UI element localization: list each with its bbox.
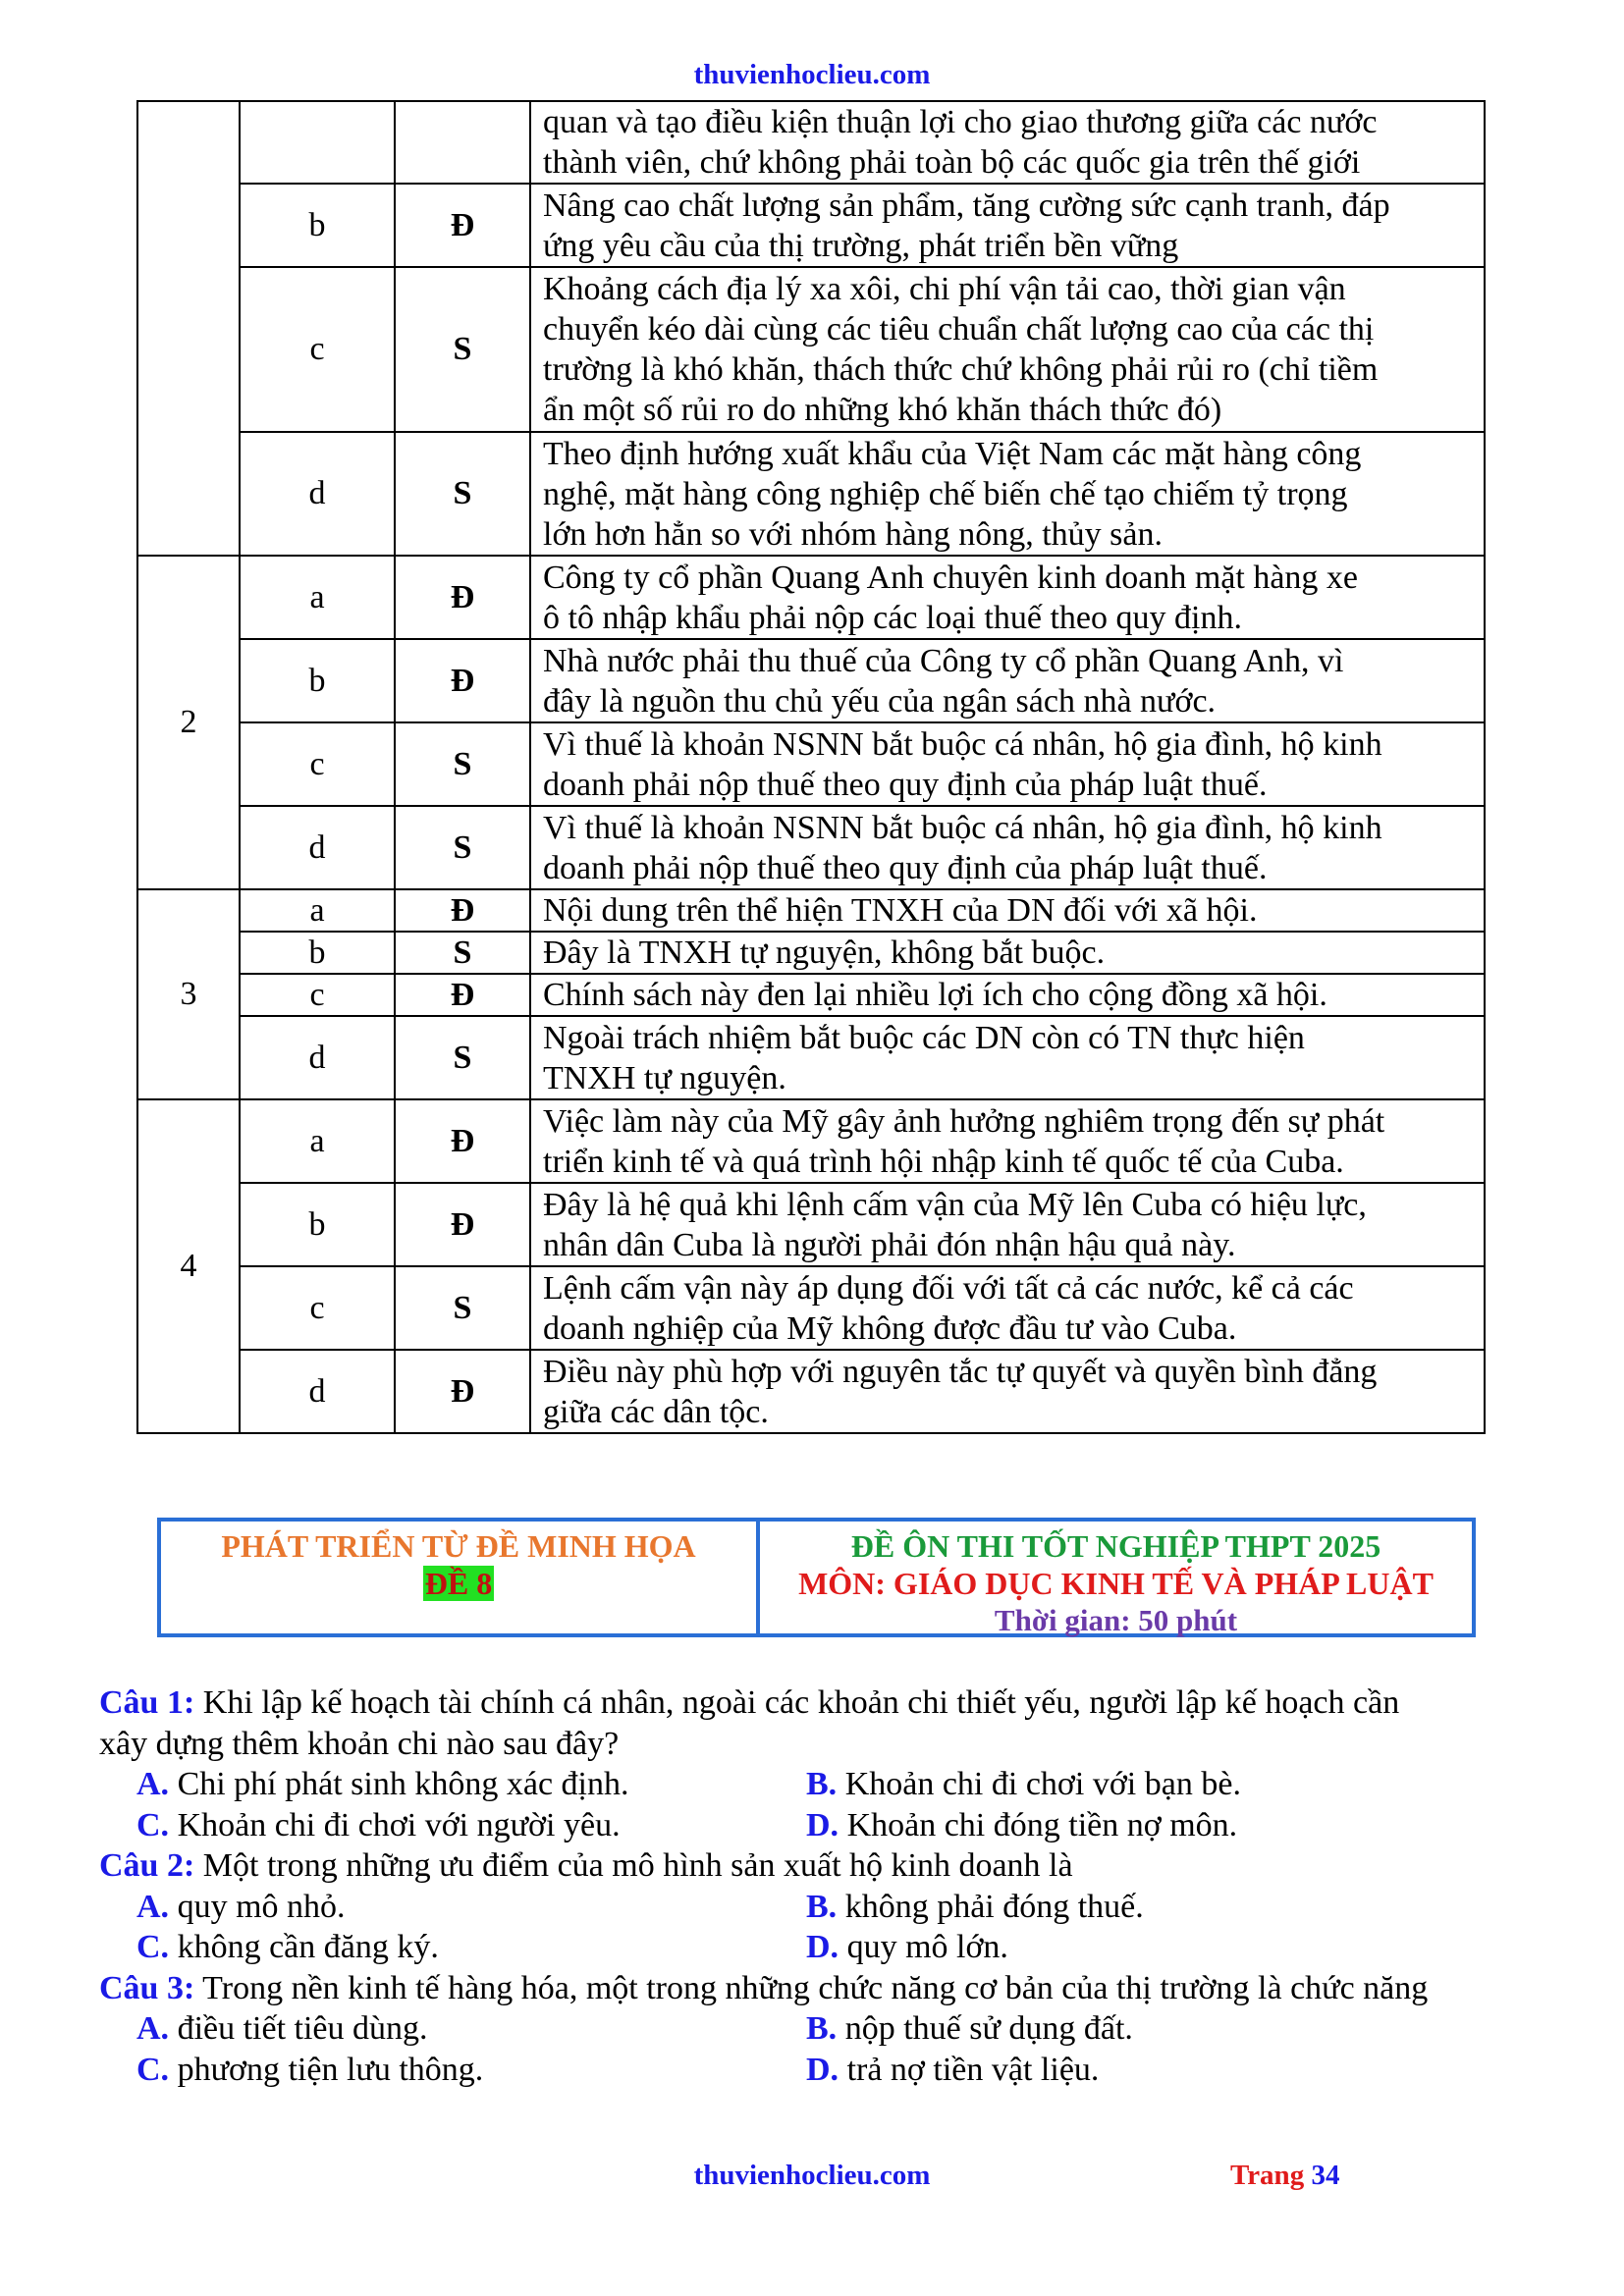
- option-letter: c: [240, 974, 395, 1016]
- exam-time: Thời gian: 50 phút: [994, 1603, 1238, 1637]
- answer-value: S: [395, 1016, 530, 1099]
- explanation: [530, 184, 1485, 267]
- option-text: Khoản chi đi chơi với người yêu.: [169, 1806, 621, 1843]
- explanation: [530, 556, 1485, 639]
- question-label: Câu 1:: [99, 1684, 195, 1721]
- explanation-line: Nâng cao chất lượng sản phẩm, tăng cường sức cạnh tranh, đáp: [543, 187, 1390, 224]
- answer-value: Đ: [395, 974, 530, 1016]
- option-text: Chi phí phát sinh không xác định.: [169, 1766, 629, 1802]
- table-row: [137, 974, 1485, 1016]
- option-row: [99, 1764, 1543, 1805]
- option: [136, 2008, 806, 2050]
- option-text: phương tiện lưu thông.: [169, 2051, 484, 2088]
- explanation-line: nghệ, mặt hàng công nghiệp chế biến chế tạo chiếm tỷ trọng: [543, 475, 1348, 512]
- question-label: Câu 2:: [99, 1847, 195, 1884]
- option-text: điều tiết tiêu dùng.: [169, 2010, 428, 2047]
- explanation-line: Đây là TNXH tự nguyện, không bắt buộc.: [543, 934, 1106, 971]
- option: [136, 2050, 806, 2091]
- answer-value: S: [395, 267, 530, 432]
- option-text: không phải đóng thuế.: [837, 1888, 1144, 1925]
- explanation-line: chuyển kéo dài cùng các tiêu chuẩn chất lượng cao của các thị: [543, 311, 1375, 347]
- explanation: [530, 432, 1485, 556]
- question-label: Câu 3:: [99, 1969, 195, 2006]
- explanation-line: trường là khó khăn, thách thức chứ không phải rủi ro (chỉ tiềm: [543, 351, 1379, 388]
- explanation: [530, 932, 1485, 974]
- answer-value: Đ: [395, 556, 530, 639]
- explanation: [530, 267, 1485, 432]
- option-letter: a: [240, 889, 395, 932]
- explanation-line: doanh phải nộp thuế theo quy định của pháp luật thuế.: [543, 766, 1268, 803]
- explanation: [530, 1350, 1485, 1433]
- header-site: thuvienhoclieu.com: [693, 59, 931, 90]
- answer-value: [395, 101, 530, 184]
- table-row: [137, 639, 1485, 722]
- table-row: [137, 556, 1485, 639]
- explanation-line: Việc làm này của Mỹ gây ảnh hưởng nghiêm trọng đến sự phát: [543, 1102, 1385, 1140]
- answer-value: S: [395, 806, 530, 889]
- option: [136, 1764, 806, 1805]
- option-letter: c: [240, 267, 395, 432]
- explanation-line: Điều này phù hợp với nguyên tắc tự quyết và quyền bình đẳng: [543, 1353, 1378, 1390]
- question-number: 2: [137, 556, 240, 889]
- table-row: [137, 806, 1485, 889]
- explanation-line: đây là nguồn thu chủ yếu của ngân sách nhà nước.: [543, 682, 1217, 720]
- question-line: Trong nền kinh tế hàng hóa, một trong những chức năng cơ bản của thị trường là chức năng: [194, 1969, 1429, 2006]
- option-letter: a: [240, 1099, 395, 1183]
- option-text: Khoản chi đóng tiền nợ môn.: [839, 1806, 1238, 1843]
- option-text: trả nợ tiền vật liệu.: [839, 2051, 1100, 2088]
- explanation-line: Chính sách này đen lại nhiều lợi ích cho cộng đồng xã hội.: [543, 977, 1327, 1013]
- option: [136, 1805, 806, 1846]
- explanation-line: thành viên, chứ không phải toàn bộ các quốc gia trên thế giới: [543, 144, 1361, 181]
- option: [806, 1764, 1476, 1805]
- answer-table: [136, 100, 1486, 1434]
- option: [806, 1887, 1476, 1928]
- option: [806, 2050, 1476, 2091]
- question-text: [99, 1845, 1543, 1887]
- option-label: C.: [136, 1806, 170, 1843]
- explanation: [530, 889, 1485, 932]
- explanation-line: doanh phải nộp thuế theo quy định của pháp luật thuế.: [543, 849, 1268, 886]
- option-text: không cần đăng ký.: [169, 1929, 439, 1965]
- explanation-line: Ngoài trách nhiệm bắt buộc các DN còn có TN thực hiện: [543, 1019, 1305, 1056]
- option-label: D.: [806, 1929, 839, 1965]
- explanation-line: Lệnh cấm vận này áp dụng đối với tất cả các nước, kể cả các: [543, 1269, 1354, 1307]
- option-label: B.: [806, 2010, 838, 2047]
- exam-number-line: [161, 1565, 756, 1602]
- answer-value: Đ: [395, 1099, 530, 1183]
- table-row: [137, 1183, 1485, 1266]
- option-text: quy mô lớn.: [839, 1929, 1008, 1965]
- table-row: [137, 889, 1485, 932]
- exam-header-right: [760, 1522, 1472, 1637]
- question-text: [99, 1968, 1543, 2009]
- option-label: C.: [136, 1929, 170, 1965]
- exam-header-left: [161, 1522, 760, 1633]
- page-value: 34: [1311, 2160, 1340, 2191]
- option-text: quy mô nhỏ.: [169, 1888, 346, 1925]
- explanation-line: Đây là hệ quả khi lệnh cấm vận của Mỹ lên Cuba có hiệu lực,: [543, 1186, 1367, 1223]
- explanation: [530, 1266, 1485, 1350]
- explanation-line: Vì thuế là khoản NSNN bắt buộc cá nhân, hộ gia đình, hộ kinh: [543, 725, 1382, 763]
- explanation-line: ô tô nhập khẩu phải nộp các loại thuế theo quy định.: [543, 599, 1242, 636]
- explanation-line: triển kinh tế và quá trình hội nhập kinh tế quốc tế của Cuba.: [543, 1143, 1344, 1180]
- explanation-line: Công ty cổ phần Quang Anh chuyên kinh doanh mặt hàng xe: [543, 559, 1359, 596]
- explanation-line: Nhà nước phải thu thuế của Công ty cổ phần Quang Anh, vì: [543, 642, 1344, 679]
- option-row: [99, 2050, 1543, 2091]
- explanation: [530, 639, 1485, 722]
- option-letter: b: [240, 639, 395, 722]
- table-row: [137, 184, 1485, 267]
- answer-value: Đ: [395, 184, 530, 267]
- option: [806, 1805, 1476, 1846]
- explanation: [530, 1183, 1485, 1266]
- option-letter: c: [240, 1266, 395, 1350]
- table-row: [137, 1016, 1485, 1099]
- question-number: [137, 101, 240, 556]
- option-row: [99, 1805, 1543, 1846]
- option-letter: b: [240, 184, 395, 267]
- option-label: D.: [806, 2051, 839, 2088]
- table-row: [137, 1099, 1485, 1183]
- option-label: A.: [136, 2010, 170, 2047]
- option: [806, 1927, 1476, 1968]
- question-line: Khi lập kế hoạch tài chính cá nhân, ngoài các khoản chi thiết yếu, người lập kế hoạch cần: [194, 1684, 1400, 1721]
- option-label: A.: [136, 1888, 170, 1925]
- option: [136, 1927, 806, 1968]
- option: [806, 2008, 1476, 2050]
- option-text: Khoản chi đi chơi với bạn bè.: [837, 1766, 1241, 1802]
- explanation: [530, 1016, 1485, 1099]
- option-letter: d: [240, 432, 395, 556]
- explanation: [530, 974, 1485, 1016]
- answer-value: S: [395, 1266, 530, 1350]
- answer-value: Đ: [395, 889, 530, 932]
- option-text: nộp thuế sử dụng đất.: [837, 2010, 1133, 2047]
- explanation-line: doanh nghiệp của Mỹ không được đầu tư vào Cuba.: [543, 1309, 1237, 1347]
- answer-value: S: [395, 722, 530, 806]
- question-number: 3: [137, 889, 240, 1099]
- explanation-line: Theo định hướng xuất khẩu của Việt Nam các mặt hàng công: [543, 435, 1362, 472]
- option-row: [99, 1887, 1543, 1928]
- option-letter: a: [240, 556, 395, 639]
- answer-value: Đ: [395, 1183, 530, 1266]
- explanation-line: TNXH tự nguyện.: [543, 1059, 786, 1096]
- question-number: 4: [137, 1099, 240, 1433]
- answer-value: Đ: [395, 1350, 530, 1433]
- option-label: B.: [806, 1766, 838, 1802]
- explanation-line: ẩn một số rủi ro do những khó khăn thách thức đó): [543, 392, 1222, 428]
- explanation: [530, 806, 1485, 889]
- explanation-line: Nội dung trên thể hiện TNXH của DN đối với xã hội.: [543, 892, 1258, 929]
- exam-subject: MÔN: GIÁO DỤC KINH TẾ VÀ PHÁP LUẬT: [798, 1566, 1434, 1601]
- option-letter: d: [240, 1350, 395, 1433]
- option-label: C.: [136, 2051, 170, 2088]
- explanation: [530, 722, 1485, 806]
- answer-value: Đ: [395, 639, 530, 722]
- table-row: [137, 432, 1485, 556]
- exam-number: ĐỀ 8: [424, 1566, 493, 1601]
- page-number: [1230, 2160, 1339, 2192]
- explanation: [530, 1099, 1485, 1183]
- explanation-line: nhân dân Cuba là người phải đón nhận hậu quả này.: [543, 1226, 1236, 1263]
- option-label: D.: [806, 1806, 839, 1843]
- table-row: [137, 1350, 1485, 1433]
- question-line: Một trong những ưu điểm của mô hình sản xuất hộ kinh doanh là: [194, 1847, 1073, 1884]
- answer-value: S: [395, 432, 530, 556]
- explanation-line: Khoảng cách địa lý xa xôi, chi phí vận tải cao, thời gian vận: [543, 271, 1346, 307]
- explanation-line: Vì thuế là khoản NSNN bắt buộc cá nhân, hộ gia đình, hộ kinh: [543, 809, 1382, 846]
- option-letter: d: [240, 1016, 395, 1099]
- option: [136, 1887, 806, 1928]
- explanation-line: giữa các dân tộc.: [543, 1393, 769, 1430]
- question-list: [99, 1682, 1543, 2090]
- question-text: [99, 1682, 1543, 1724]
- option-label: A.: [136, 1766, 170, 1802]
- table-row: [137, 722, 1485, 806]
- answer-value: S: [395, 932, 530, 974]
- table-row: [137, 1266, 1485, 1350]
- exam-title: ĐỀ ÔN THI TỐT NGHIỆP THPT 2025: [850, 1528, 1381, 1564]
- option-row: [99, 2008, 1543, 2050]
- option-letter: [240, 101, 395, 184]
- question-line: xây dựng thêm khoản chi nào sau đây?: [99, 1725, 620, 1762]
- footer-site: thuvienhoclieu.com: [693, 2160, 931, 2191]
- table-row: [137, 267, 1485, 432]
- explanation-line: quan và tạo điều kiện thuận lợi cho giao thương giữa các nước: [543, 104, 1378, 140]
- table-row: [137, 101, 1485, 184]
- explanation-line: ứng yêu cầu của thị trường, phát triển bền vững: [543, 227, 1179, 264]
- option-letter: b: [240, 1183, 395, 1266]
- option-letter: c: [240, 722, 395, 806]
- option-label: B.: [806, 1888, 838, 1925]
- explanation-line: lớn hơn hẳn so với nhóm hàng nông, thủy sản.: [543, 515, 1163, 553]
- explanation: [530, 101, 1485, 184]
- option-letter: b: [240, 932, 395, 974]
- table-row: [137, 932, 1485, 974]
- exam-header-box: [157, 1518, 1476, 1637]
- option-letter: d: [240, 806, 395, 889]
- option-row: [99, 1927, 1543, 1968]
- exam-source: PHÁT TRIỂN TỪ ĐỀ MINH HỌA: [221, 1528, 696, 1564]
- page-label: Trang: [1230, 2160, 1305, 2191]
